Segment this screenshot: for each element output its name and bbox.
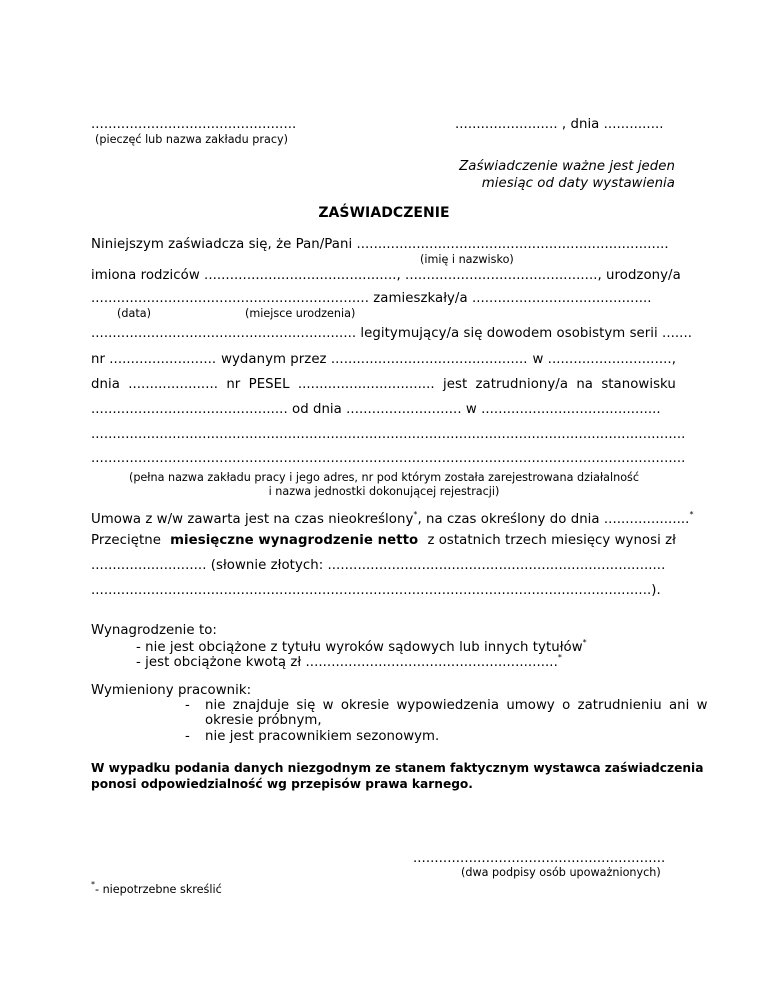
word-jest: jest [443,377,468,392]
warning-line1: W wypadku podania danych niezgodnym ze stanem faktycznym wystawca zaświadczenia [91,761,704,775]
salary-amount-line: ........................... (słownie złotych: ............................................................................... [91,558,666,573]
document-title: ZAŚWIADCZENIE [318,205,450,221]
name-caption: (imię i nazwisko) [420,253,514,266]
place-date-line: ........................ , dnia .............. [455,117,664,132]
birthplace-caption: (miejsce urodzenia) [245,307,356,320]
employee-item-1-line1 [205,698,708,713]
footnote-text: - niepotrzebne skreślić [95,883,222,896]
id-number-field: nr ......................... [91,352,217,367]
body-line-parents: imiona rodziców ............................................., ............................................., urodzony/a [91,268,681,283]
salary-emphasis: miesięczne wynagrodzenie netto [170,533,419,548]
wage-item-2 [136,653,562,670]
word-stanowisku: stanowisku [601,377,676,392]
body-line-position: .............................................. od dnia ........................... w .......................................... [91,402,661,417]
employee-heading: Wymieniony pracownik: [91,683,252,698]
signature-line: ........................................................... [413,851,666,866]
body-line-company-1: ........................................................................................................................................... [91,427,686,442]
validity-note-line1: Zaświadczenie ważne jest jeden [459,159,675,174]
footnote [91,880,222,896]
salary-line [91,533,676,548]
stamp-caption: (pieczęć lub nazwa zakładu pracy) [95,133,288,146]
word-zatrudniony: zatrudniony/a [475,377,569,392]
body-line-company-2: ........................................................................................................................................... [91,451,686,466]
pesel-field: ................................ [297,377,435,392]
word-pesel: PESEL [248,377,290,392]
issue-date-field: ..................... [128,377,219,392]
footnote-star: * [413,510,418,519]
contract-line [91,510,694,527]
salary-rest: z ostatnich trzech miesięcy wynosi zł [427,533,676,548]
wage-heading: Wynagrodzenie to: [91,623,217,638]
bullet-dash: - [185,729,190,744]
employee-item-2: nie jest pracownikiem sezonowym. [205,729,440,744]
wage-item-2-text: - jest obciążone kwotą zł ........................................................... [136,655,558,670]
warning-line2: ponosi odpowiedzialność wg przepisów prawa karnego. [91,777,473,791]
footnote-star: * [582,638,587,647]
signature-caption: (dwa podpisy osób upoważnionych) [461,866,661,879]
body-line-id: .............................................................. legitymujący/a się dowodem osobistym serii ....... [91,326,692,341]
stamp-line: ................................................ [91,117,297,132]
body-line-id-number [91,352,676,367]
date-caption: (data) [117,307,151,320]
body-line-pesel [91,377,676,392]
salary-word: Przeciętne [91,533,161,548]
employee-item-1-line2: okresie próbnym, [205,713,322,728]
wage-item-1-text: - nie jest obciążone z tytułu wyroków sądowych lub innych tytułów [136,640,583,655]
company-caption-line1: (pełna nazwa zakładu pracy i jego adres, nr pod którym została zarejestrowana działalność [128,471,640,484]
footnote-star: * [689,510,694,519]
issued-in-field: w ............................., [532,352,676,367]
issued-by-field: wydanym przez .............................................. [221,352,528,367]
footnote-star: * [91,880,95,889]
footnote-star: * [557,653,562,662]
word-dnia: dnia [91,377,120,392]
contract-indefinite: Umowa z w/w zawarta jest na czas nieokreślony [91,512,414,527]
employee-item-1-text: nie znajduje się w okresie wypowiedzenia umowy o zatrudnieniu ani w [205,698,708,713]
body-line-residence: ................................................................. zamieszkały/a .......................................... [91,291,652,306]
salary-words-line: ...................................................................................................................................). [91,583,661,598]
contract-definite: , na czas określony do dnia .................... [417,512,690,527]
body-line-name: Niniejszym zaświadcza się, że Pan/Pani ......................................................................... [91,237,669,252]
word-na: na [576,377,594,392]
word-nr: nr [226,377,241,392]
bullet-dash: - [185,698,190,713]
company-caption-line2: i nazwa jednostki dokonującej rejestracji) [268,485,500,498]
validity-note-line2: miesiąc od daty wystawienia [481,176,675,191]
